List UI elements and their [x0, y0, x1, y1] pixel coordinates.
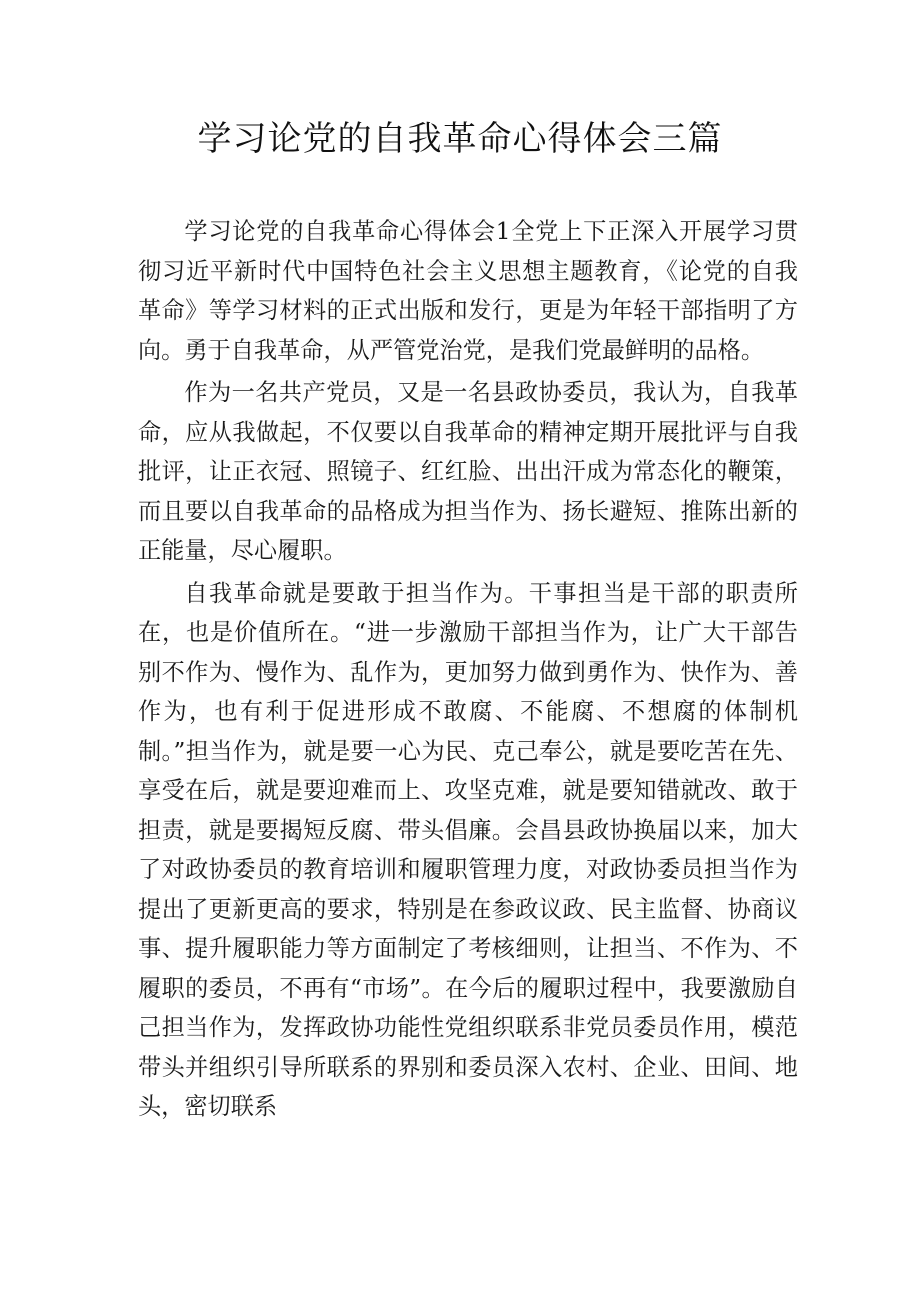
document-title: 学习论党的自我革命心得体会三篇 [197, 119, 723, 159]
paragraph-1: 学习论党的自我革命心得体会1全党上下正深入开展学习贯彻习近平新时代中国特色社会主义思想主题教育，《论党的自我革命》等学习材料的正式出版和发行，更是为年轻干部指明了方向。勇于自我革命，从严管党治党，是我们党最鲜明的品格。 [138, 218, 798, 364]
paragraph-3: 自我革命就是要敢于担当作为。干事担当是干部的职责所在，也是价值所在。“进一步激励干部担当作为，让广大干部告别不作为、慢作为、乱作为，更加努力做到勇作为、快作为、善作为，也有利于促进形成不敢腐、不能腐、不想腐的体制机制。”担当作为，就是要一心为民、克己奉公，就是要吃苦在先、享受在后，就是要迎难而上、攻坚克难，就是要知错就改、敢于担责，就是要揭短反腐、带头倡廉。会昌县政协换届以来，加大了对政协委员的教育培训和履职管理力度，对政协委员担当作为提出了更新更高的要求，特别是在参政议政、民主监督、协商议事、提升履职能力等方面制定了考核细则，让担当、不作为、不履职的委员，不再有“市场”。在今后的履职过程中，我要激励自己担当作为，发挥政协功能性党组织联系非党员委员作用，模范带头并组织引导所联系的界别和委员深入农村、企业、田间、地头，密切联系 [138, 579, 798, 1120]
document-body [138, 212, 798, 1130]
paragraph-2: 作为一名共产党员，又是一名县政协委员，我认为，自我革命，应从我做起，不仅要以自我革命的精神定期开展批评与自我批评，让正衣冠、照镜子、红红脸、出出汗成为常态化的鞭策，而且要以自我革命的品格成为担当作为、扬长避短、推陈出新的正能量，尽心履职。 [138, 379, 798, 564]
